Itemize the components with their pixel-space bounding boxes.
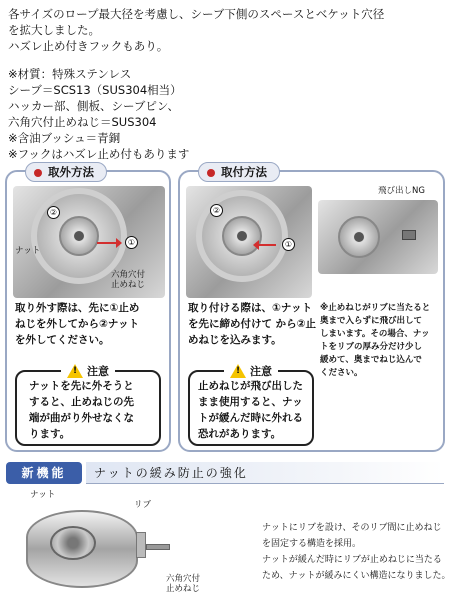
screw-label: 六角穴付 止めねじ — [111, 270, 146, 290]
caution-line: ナットを先に外そうと — [29, 380, 134, 392]
note-line: 奥まで入らずに飛び出して — [320, 316, 423, 326]
caution-text — [198, 378, 303, 442]
new-feature-header — [6, 462, 444, 484]
spec-line: ハッカー部、側板、シーブピン、 — [8, 99, 180, 113]
mounting-panel — [178, 165, 445, 452]
mounting-tab-label: 取付方法 — [221, 165, 267, 179]
caution-line: ります。 — [29, 428, 71, 440]
intro-line: を拡大しました。 — [8, 23, 100, 37]
caution-label: 注意 — [250, 365, 272, 378]
caution-line: トが緩んだ時に外れる — [198, 412, 303, 424]
arrow-icon — [258, 244, 276, 246]
spec-line: ※材質：特殊ステンレス — [8, 67, 132, 81]
mounting-note — [320, 302, 430, 380]
caution-title — [224, 363, 278, 379]
rib — [136, 532, 146, 558]
caution-line: すると、止めねじの先 — [29, 396, 134, 408]
intro-line: 各サイズのロープ最大径を考慮し、シーブ下側のスペースとベケット穴径 — [8, 7, 385, 21]
spec-line: 六角穴付止めねじ＝SUS304 — [8, 115, 157, 129]
mounting-description — [188, 300, 316, 348]
desc-line: 取り付ける際は、①ナット — [188, 302, 313, 314]
desc-line: ため、ナットが緩みにくい構造になりました。 — [262, 571, 450, 581]
caution-line: 止めねじが飛び出した — [198, 380, 303, 392]
ng-photo — [318, 200, 438, 274]
mounting-photo — [186, 186, 312, 298]
removal-caution-box — [15, 365, 161, 446]
step-2-marker: ② — [47, 206, 60, 219]
caution-line: 恐れがあります。 — [198, 428, 282, 440]
step-1-marker: ① — [282, 238, 295, 251]
screw-label-line2: 止めねじ — [166, 584, 201, 594]
step-2-marker: ② — [210, 204, 223, 217]
bolt-head — [235, 229, 249, 243]
caution-title — [61, 363, 115, 379]
desc-line: めねじを込みます。 — [188, 334, 282, 346]
new-feature-badge: 新機能 — [6, 462, 82, 484]
step-1-marker: ① — [125, 236, 138, 249]
spec-line: ※含油ブッシュ＝青銅 — [8, 131, 121, 145]
warning-icon — [230, 364, 246, 378]
desc-line: ナットにリブを設け、そのリブ間に止めねじ — [262, 523, 442, 533]
desc-line: ねじを外してから②ナット — [15, 318, 140, 330]
new-feature-title: ナットの緩み防止の強化 — [86, 462, 444, 484]
note-line: 緩めて、奥までねじ込んで — [320, 355, 422, 365]
intro-line: ハズレ止め付きフックもあり。 — [8, 39, 169, 53]
intro-text — [8, 6, 444, 54]
rib-label: リブ — [134, 500, 152, 510]
arrow-icon — [97, 242, 117, 244]
note-line: トをリブの厚み分だけ少し — [320, 342, 423, 352]
removal-panel — [5, 165, 171, 452]
caution-line: まま使用すると、ナッ — [198, 396, 303, 408]
desc-line: を外してください。 — [15, 334, 110, 346]
removal-description — [15, 300, 139, 348]
spec-line: ※フックはハズレ止め付もあります — [8, 147, 190, 161]
note-line: しまいます。その場合、ナッ — [320, 329, 430, 339]
caution-line: 端が曲がり外せなくな — [29, 412, 134, 424]
desc-line: を先に締め付けて から②止 — [188, 318, 317, 330]
caution-text — [29, 378, 134, 442]
bolt-head — [352, 230, 366, 244]
material-spec — [8, 66, 444, 162]
bullet-icon — [207, 169, 215, 177]
bolt-head — [72, 229, 86, 243]
removal-tab — [25, 162, 107, 182]
nut-photo — [16, 488, 248, 602]
screw-label-line1: 六角穴付 — [166, 574, 201, 584]
warning-icon — [67, 364, 83, 378]
removal-photo — [13, 186, 165, 298]
protruding-screw — [402, 230, 416, 240]
ng-label: 飛び出しNG — [378, 186, 425, 196]
nut-label: ナット — [30, 490, 56, 500]
mounting-caution-box — [188, 365, 314, 446]
desc-line: ナットが緩んだ時にリブが止めねじに当たる — [262, 555, 442, 565]
caution-label: 注意 — [87, 365, 109, 378]
new-feature-description — [262, 520, 450, 584]
desc-line: を固定する構造を採用。 — [262, 539, 362, 549]
note-line: ※止めねじがリブに当たると — [320, 303, 431, 313]
set-screw — [146, 544, 170, 550]
nut-label: ナット — [15, 246, 41, 256]
bullet-icon — [34, 169, 42, 177]
mounting-tab — [198, 162, 280, 182]
desc-line: 取り外す際は、先に①止め — [15, 302, 140, 314]
note-line: ください。 — [320, 368, 363, 378]
spec-line: シーブ＝SCS13（SUS304相当） — [8, 83, 182, 97]
removal-tab-label: 取外方法 — [48, 165, 94, 179]
nut-hole — [50, 526, 96, 560]
